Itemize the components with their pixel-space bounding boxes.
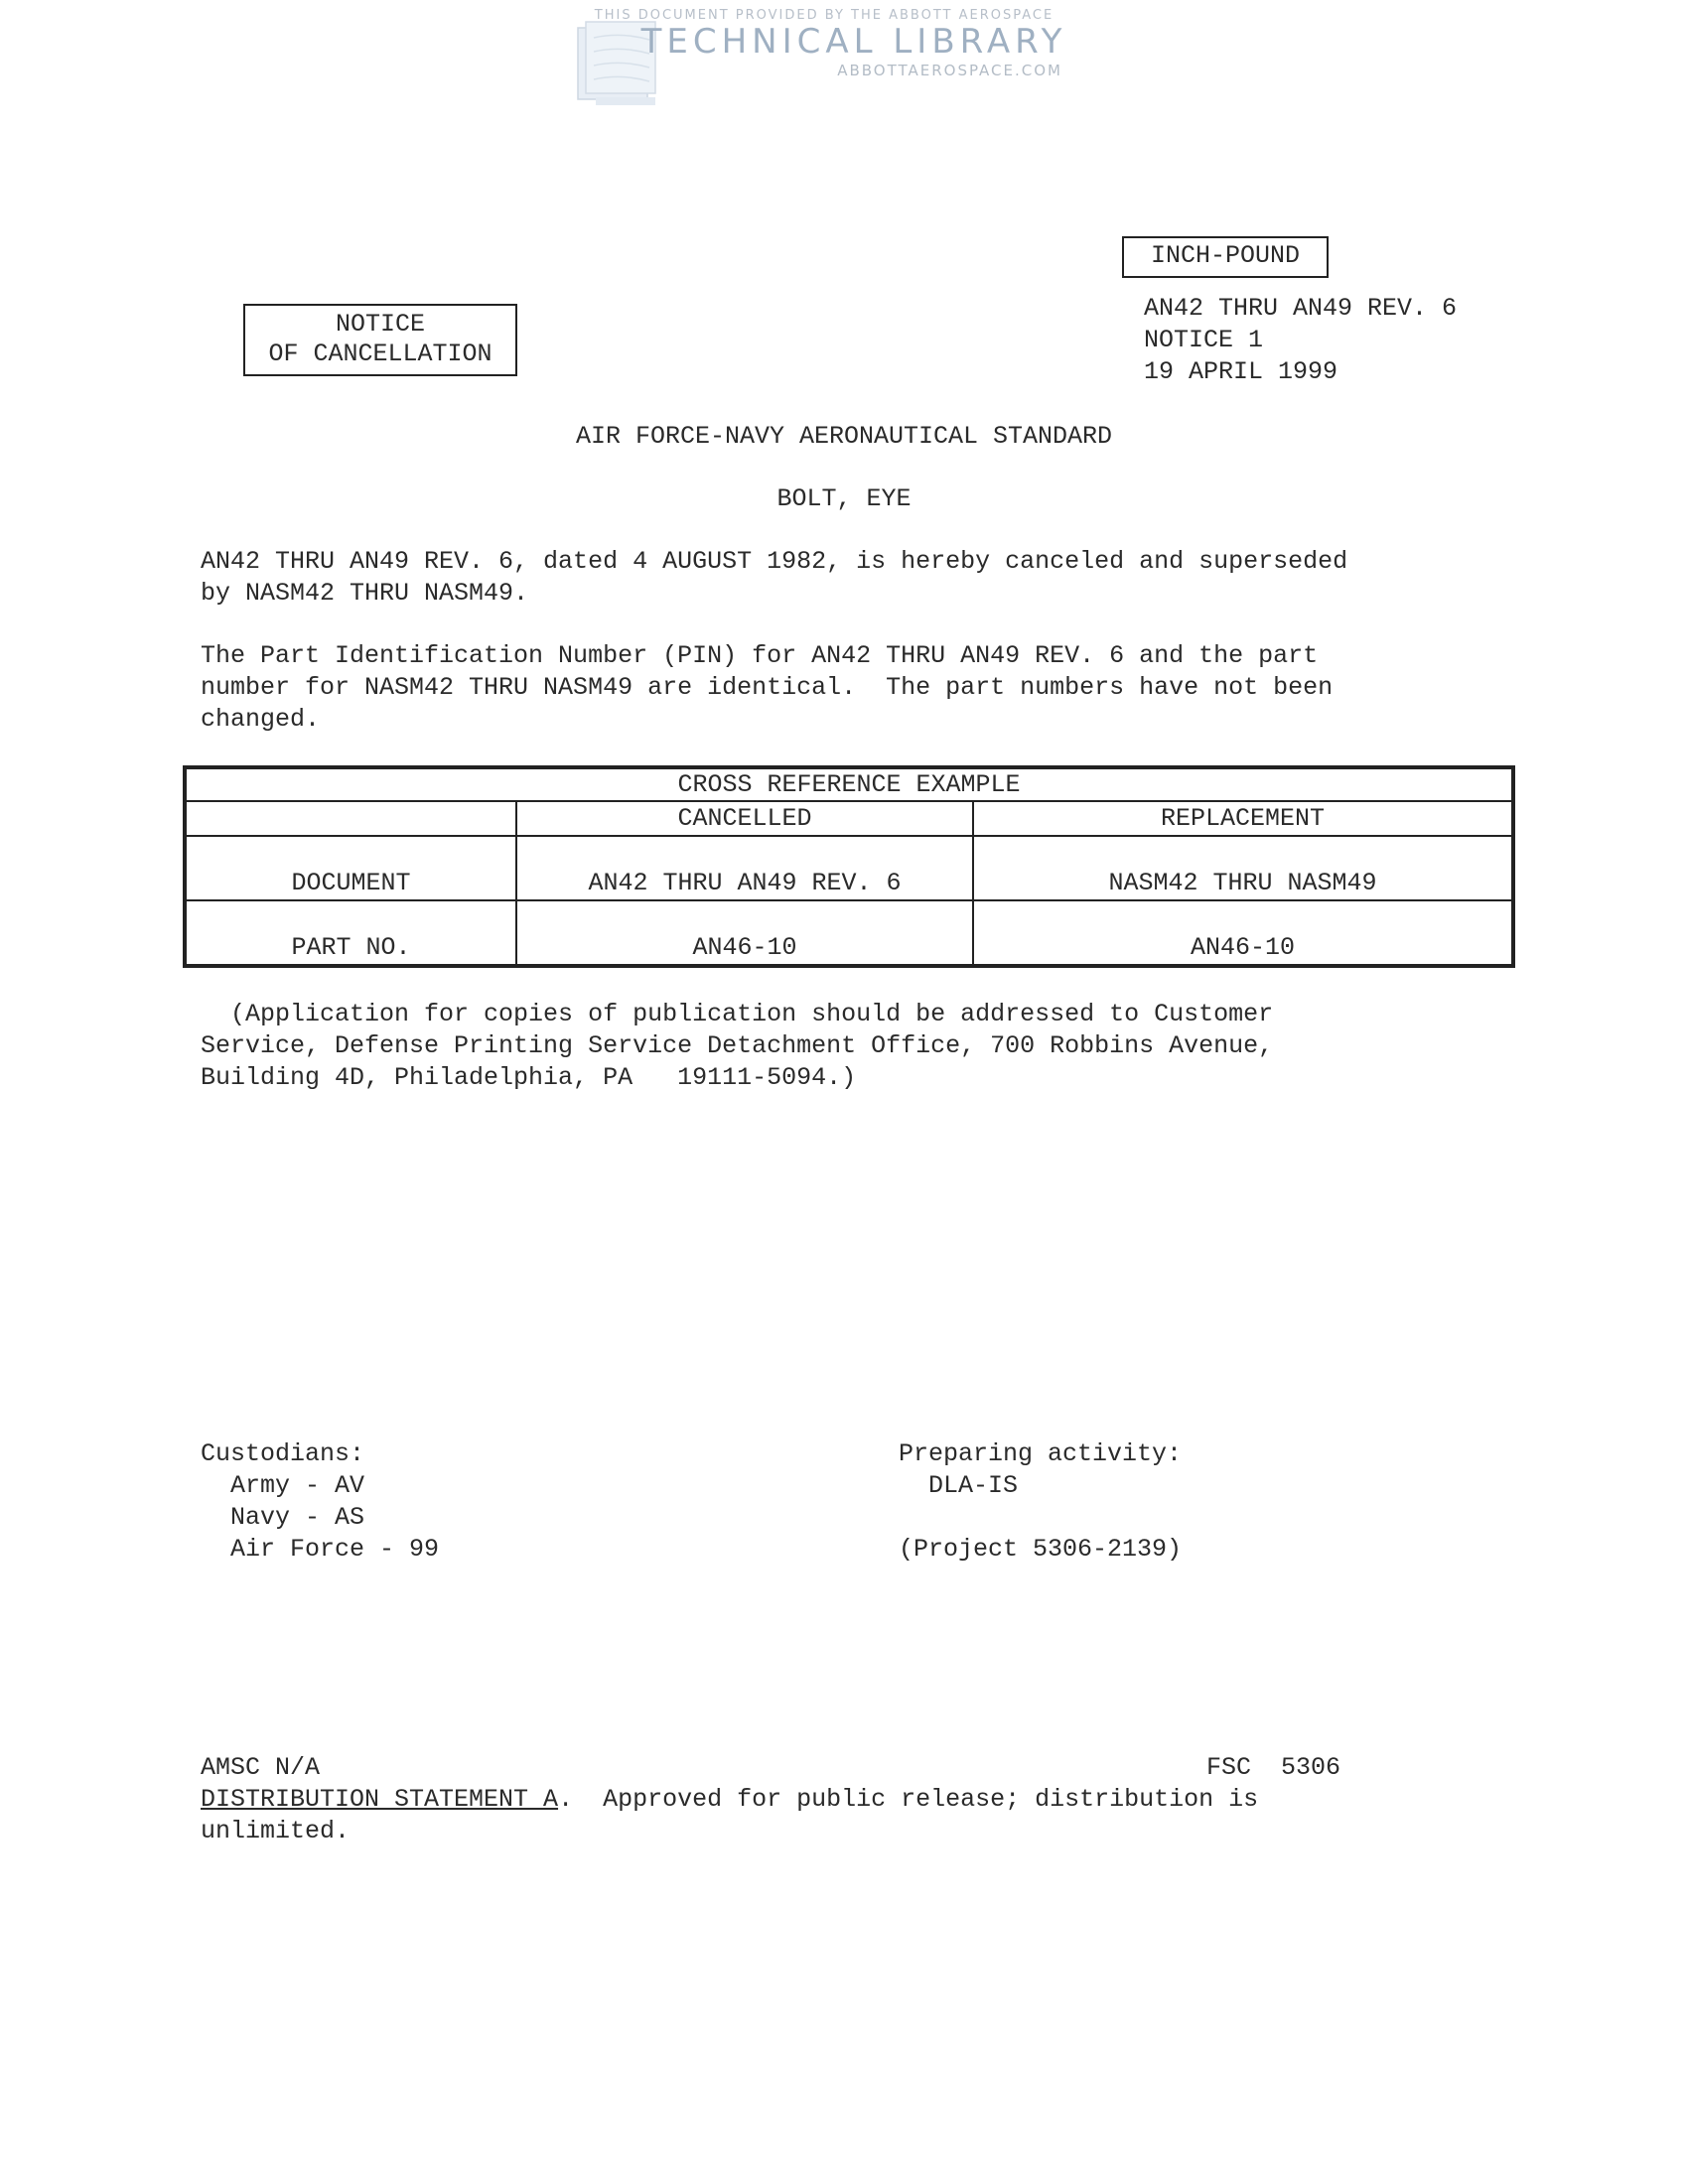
table-header-cancelled: CANCELLED [516, 801, 973, 836]
table-row [185, 900, 1513, 966]
watermark-header [566, 4, 1122, 113]
amsc-code: AMSC N/A [201, 1753, 321, 1782]
table-row [185, 836, 1513, 900]
notice-date: 19 APRIL 1999 [1144, 357, 1338, 386]
cancellation-paragraph-line-2: by NASM42 THRU NASM49. [201, 579, 529, 608]
distribution-statement-line-2: unlimited. [201, 1817, 351, 1845]
table-cell: AN46-10 [516, 900, 973, 966]
preparing-activity-label: Preparing activity: [899, 1439, 1183, 1468]
table-cell: PART NO. [185, 900, 516, 966]
table-cell: AN46-10 [973, 900, 1513, 966]
notice-number: NOTICE 1 [1144, 326, 1264, 354]
table-cell: NASM42 THRU NASM49 [973, 836, 1513, 900]
cancellation-paragraph-line-1: AN42 THRU AN49 REV. 6, dated 4 AUGUST 1982, is hereby canceled and superseded [201, 547, 1348, 576]
standard-title: AIR FORCE-NAVY AERONAUTICAL STANDARD [575, 422, 1113, 451]
application-line-3: Building 4D, Philadelphia, PA 19111-5094.) [201, 1063, 857, 1092]
project-number: (Project 5306-2139) [899, 1535, 1183, 1564]
table-header-blank [185, 801, 516, 836]
custodian-item: Air Force - 99 [201, 1535, 440, 1564]
distribution-statement-label: DISTRIBUTION STATEMENT A [201, 1785, 559, 1814]
watermark-url: ABBOTTAEROSPACE.COM [837, 62, 1062, 79]
table-caption: CROSS REFERENCE EXAMPLE [185, 767, 1513, 801]
pin-paragraph-line-3: changed. [201, 705, 321, 734]
watermark-provided-by: THIS DOCUMENT PROVIDED BY THE ABBOTT AEROSPACE [594, 8, 1055, 23]
distribution-statement [201, 1784, 1258, 1816]
table-header-replacement: REPLACEMENT [973, 801, 1513, 836]
application-line-1: (Application for copies of publication should be addressed to Customer [201, 1000, 1274, 1028]
fsc-code: FSC 5306 [1206, 1753, 1341, 1782]
cross-reference-table [183, 765, 1515, 968]
custodian-item: Army - AV [201, 1471, 365, 1500]
pin-paragraph-line-2: number for NASM42 THRU NASM49 are identical. The part numbers have not been [201, 673, 1334, 702]
distribution-statement-text: . Approved for public release; distribution is [558, 1785, 1259, 1814]
inch-pound-box: INCH-POUND [1122, 236, 1329, 278]
notice-of-cancellation-box [243, 304, 517, 376]
notice-box-line-2: OF CANCELLATION [268, 340, 492, 368]
table-cell: AN42 THRU AN49 REV. 6 [516, 836, 973, 900]
watermark-title: TECHNICAL LIBRARY [640, 22, 1067, 62]
document-identifier: AN42 THRU AN49 REV. 6 [1144, 294, 1458, 323]
application-line-2: Service, Defense Printing Service Detachment Office, 700 Robbins Avenue, [201, 1031, 1274, 1060]
pin-paragraph-line-1: The Part Identification Number (PIN) for AN42 THRU AN49 REV. 6 and the part [201, 641, 1319, 670]
custodian-item: Navy - AS [201, 1503, 365, 1532]
table-cell: DOCUMENT [185, 836, 516, 900]
item-title: BOLT, EYE [776, 484, 912, 513]
preparing-activity-value: DLA-IS [899, 1471, 1019, 1500]
notice-box-line-1: NOTICE [335, 310, 425, 339]
custodians-label: Custodians: [201, 1439, 365, 1468]
